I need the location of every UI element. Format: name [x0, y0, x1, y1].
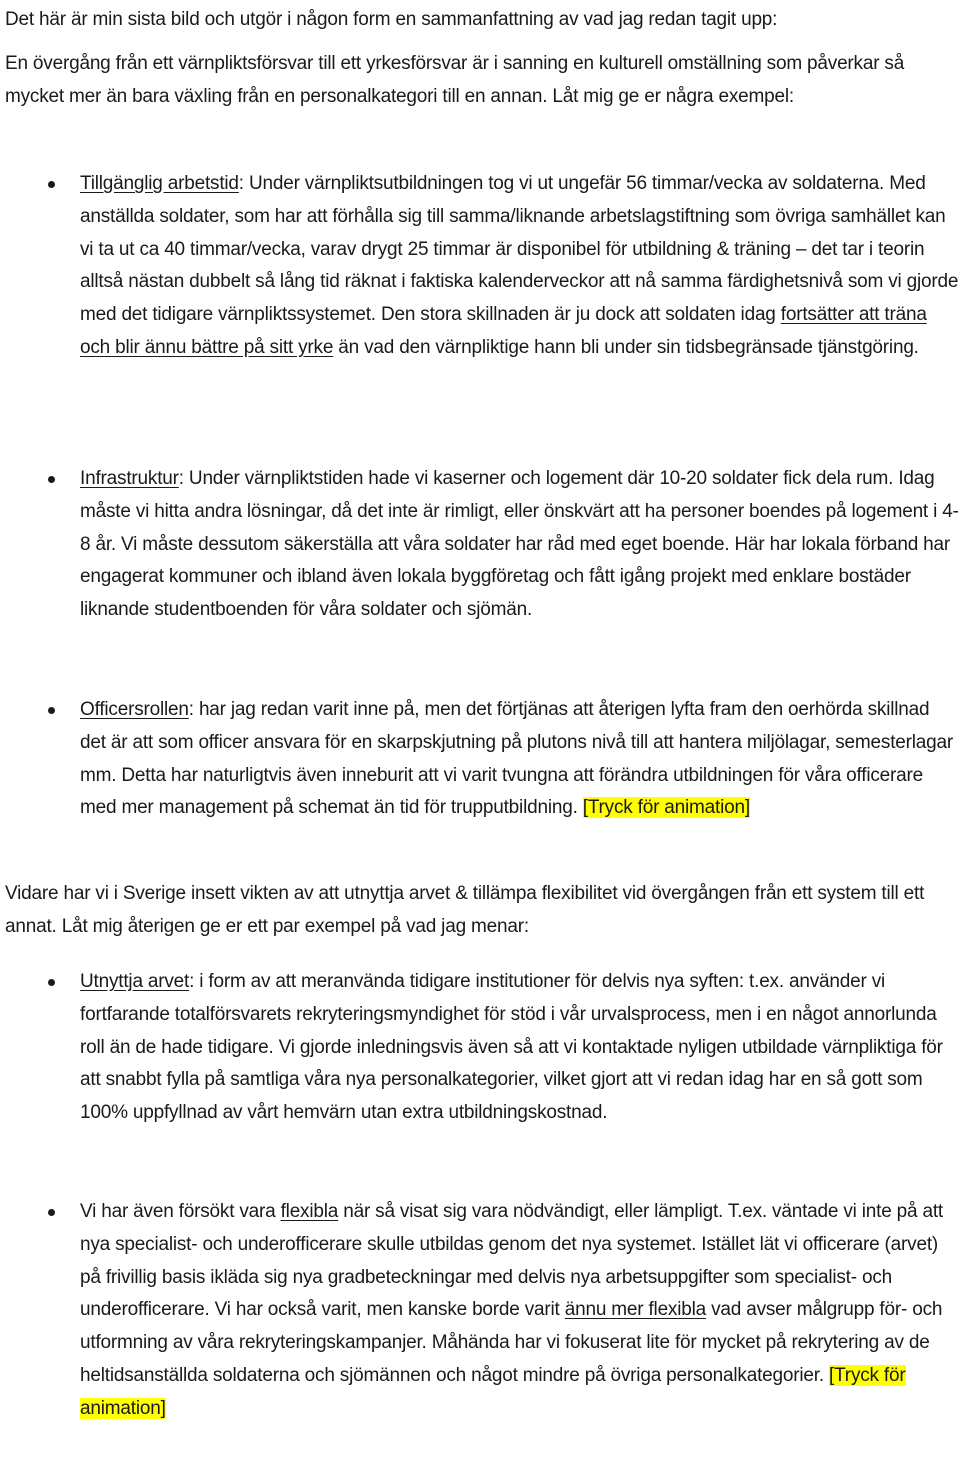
underlined-phrase: flexibla [280, 1201, 339, 1222]
bullet-icon [5, 463, 80, 627]
list-item-text: Tillgänglig arbetstid: Under värnpliktsutbildningen tog vi ut ungefär 56 timmar/vecka av soldaterna. Med anställda soldater, som har att förhålla sig till samma/liknande arbetslagstiftning som övriga samhället kan vi ta ut ca 40 timmar/vecka, varav drygt 25 timmar är disponibel för utbildning & träning – det tar i teorin alltså nästan dubbelt så lång tid räknat i faktiska kalenderveckor att nå samma färdighetsnivå som vi gjorde med det tidigare värnpliktssystemet. Den stora skillnaden är ju dock att soldaten idag fortsätter att träna och blir ännu bättre på sitt yrke än vad den värnpliktige hann bli under sin tidsbegränsade tjänstgöring. [80, 173, 959, 358]
list-item-arbetstid [5, 168, 960, 365]
paragraph-vidare: Vidare har vi i Sverige insett vikten av att utnyttja arvet & tillämpa flexibilitet vid övergången från ett system till ett annat. Låt mig återigen ge er ett par exempel på vad jag menar: [5, 883, 925, 937]
bullet-icon [5, 1196, 80, 1426]
term-underlined: Utnyttja arvet [80, 971, 190, 992]
list-item-text: Vi har även försökt vara flexibla när så visat sig vara nödvändigt, eller lämpligt. T.ex. väntade vi inte på att nya specialist- och underofficerare skulle utbildas genom det nya systemet. Istället lät vi officerare (arvet) på frivillig basis ikläda sig nya gradbeteckningar med delvis nya arbetsuppgifter som specialist- och underofficerare. Vi har också varit, men kanske borde varit ännu mer flexibla vad avser målgrupp för- och utformning av våra rekryteringskampanjer. Måhända har vi fokuserat lite för mycket på rekrytering av de heltidsanställda soldaterna och sjömännen och något mindre på övriga personalkategorier. [Tryck för animation] [80, 1201, 943, 1419]
list-item-flexibla [5, 1196, 960, 1426]
list-item-arvet [5, 966, 960, 1130]
animation-cue: [Tryck för animation] [582, 797, 750, 819]
underlined-phrase: fortsätter att träna och blir ännu bättre på sitt yrke [80, 304, 927, 358]
animation-cue: [Tryck för animation] [80, 1364, 906, 1419]
list-item-text: Infrastruktur: Under värnpliktstiden hade vi kaserner och logement där 10-20 soldater fick dela rum. Idag måste vi hitta andra lösningar, då det inte är rimligt, eller önskvärt att ha personer boendes på logement i 4-8 år. Vi måste dessutom säkerställa att våra soldater har råd med eget boende. Här har lokala förband har engagerat kommuner och ibland även lokala byggföretag och fått igång projekt med enklare bostäder liknande studentboenden för våra soldater och sjömän. [80, 468, 959, 621]
bullet-icon [5, 168, 80, 365]
intro-paragraph: Det här är min sista bild och utgör i någon form en sammanfattning av vad jag redan tagit upp: [5, 9, 778, 30]
paragraph-transition: En övergång från ett värnpliktsförsvar till ett yrkesförsvar är i sanning en kulturell omställning som påverkar så mycket mer än bara växling från en personalkategori till en annan. Låt mig ge er några exempel: [5, 53, 905, 107]
term-underlined: Tillgänglig arbetstid [80, 173, 239, 194]
list-item-text: Officersrollen: har jag redan varit inne på, men det förtjänas att återigen lyfta fram den oerhörda skillnad det är att som officer ansvara för en skarpskjutning på plutons nivå till att hantera miljölagar, semesterlagar mm. Detta har naturligtvis även inneburit att vi varit tvungna att förändra utbildningen för våra officerare med mer management på schemat än tid för trupputbildning. [Tryck för animation] [80, 699, 954, 819]
underlined-phrase: ännu mer flexibla [564, 1299, 707, 1321]
bullet-icon [5, 694, 80, 825]
list-item-infrastruktur [5, 463, 960, 627]
term-underlined: Officersrollen [80, 699, 189, 720]
term-underlined: Infrastruktur [80, 468, 179, 489]
bullet-icon [5, 966, 80, 1130]
list-item-officersrollen [5, 694, 960, 825]
list-item-text: Utnyttja arvet: i form av att meranvända tidigare institutioner för delvis nya syften: t.ex. använder vi fortfarande totalförsvarets rekryteringsmyndighet för stöd i vår urvalsprocess, men i en något annorlunda roll än de hade tidigare. Vi gjorde inledningsvis även så att vi kontaktade nyligen utbildade värnpliktiga för att snabbt fylla på samtliga våra nya personalkategorier, vilket gjort att vi redan idag har en så gott som 100% uppfyllnad av vårt hemvärn utan extra utbildningskostnad. [80, 971, 943, 1124]
